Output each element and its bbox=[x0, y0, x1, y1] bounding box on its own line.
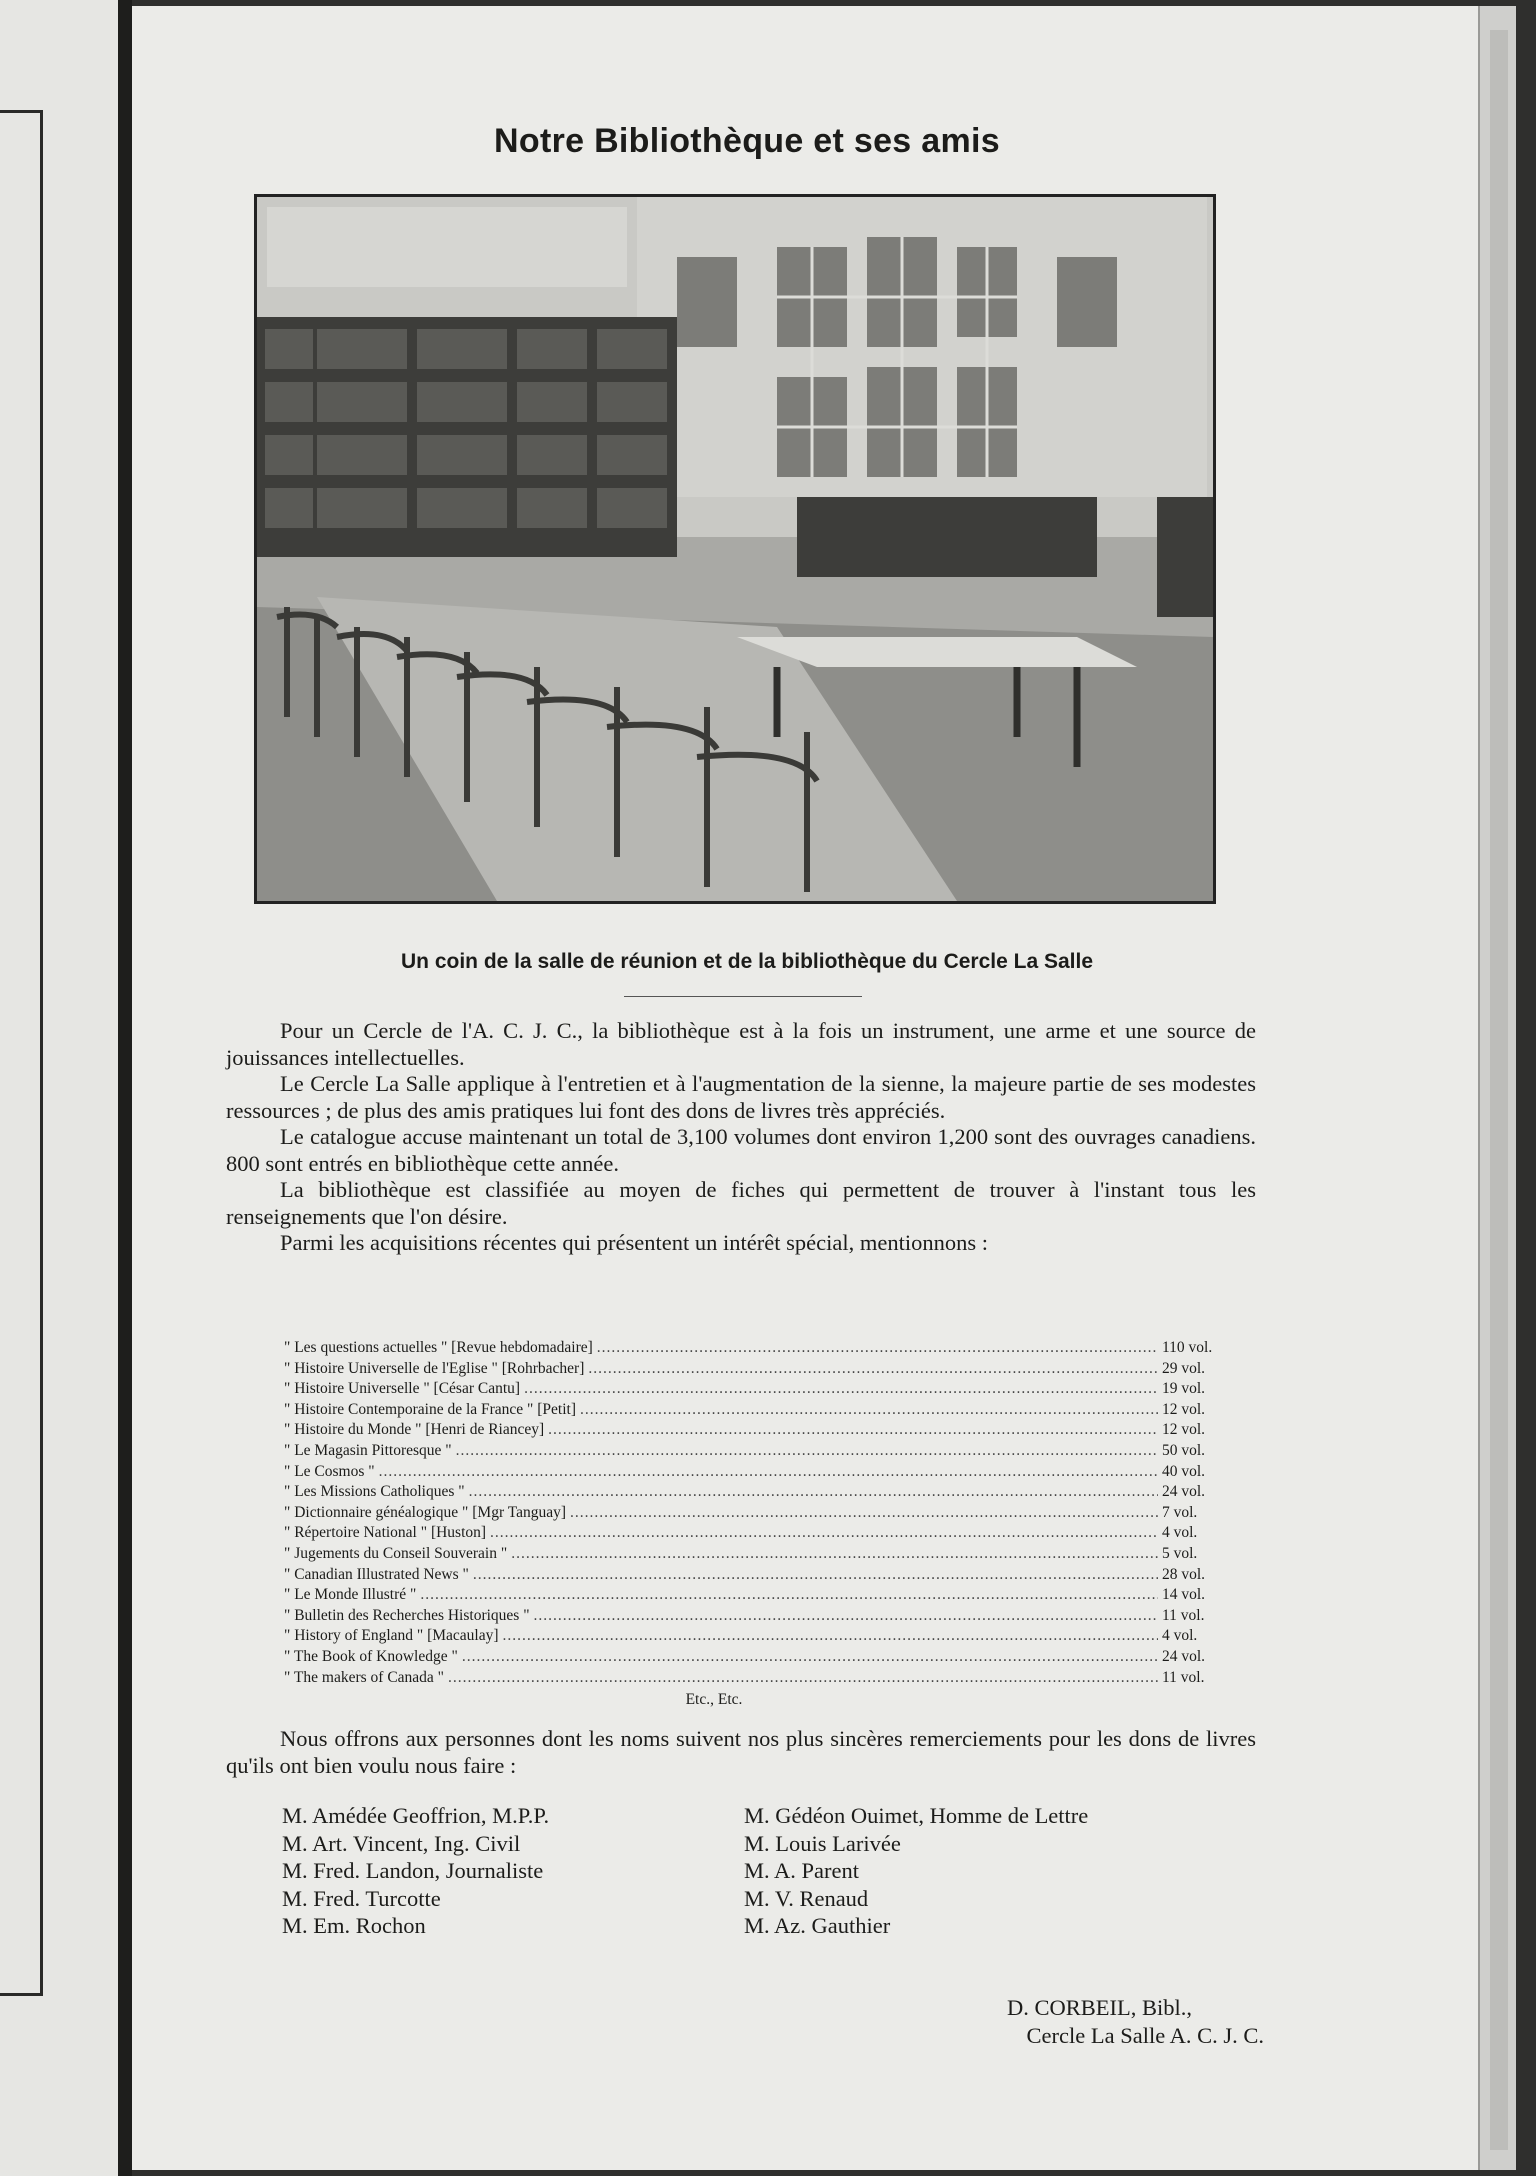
list-item bbox=[284, 1482, 1224, 1503]
intro-text bbox=[226, 1018, 1256, 1257]
leader-dots bbox=[456, 1441, 1158, 1462]
list-item bbox=[284, 1523, 1224, 1544]
acquisition-title: " Jugements du Conseil Souverain " bbox=[284, 1544, 508, 1562]
donors-column-right bbox=[744, 1802, 1088, 1940]
paragraph: La bibliothèque est classifiée au moyen de fiches qui permettent de trouver à l'instant tous les renseignements que l'on désire. bbox=[226, 1177, 1256, 1229]
leader-dots bbox=[462, 1647, 1158, 1668]
donor-name: M. Em. Rochon bbox=[282, 1913, 426, 1938]
acquisition-volumes: 5 vol. bbox=[1162, 1544, 1198, 1562]
signature-name: D. CORBEIL, Bibl., bbox=[1006, 1995, 1192, 2020]
library-photograph bbox=[254, 194, 1216, 904]
acquisition-title: " Répertoire National " [Huston] bbox=[284, 1524, 487, 1542]
leader-dots bbox=[511, 1544, 1158, 1565]
acquisition-title: " Canadian Illustrated News " bbox=[284, 1565, 469, 1583]
acquisitions-etc: Etc., Etc. bbox=[685, 1691, 743, 1709]
acquisition-volumes: 11 vol. bbox=[1162, 1606, 1205, 1624]
book-gutter bbox=[118, 0, 132, 2176]
list-item bbox=[284, 1626, 1224, 1647]
leader-dots bbox=[473, 1565, 1158, 1586]
list-item bbox=[284, 1668, 1224, 1689]
acquisition-title: " Histoire du Monde " [Henri de Riancey] bbox=[284, 1421, 545, 1439]
acquisition-volumes: 50 vol. bbox=[1162, 1441, 1206, 1459]
donor-name: M. A. Parent bbox=[744, 1858, 859, 1883]
leader-dots bbox=[448, 1668, 1158, 1689]
acquisition-volumes: 24 vol. bbox=[1162, 1647, 1206, 1665]
signature bbox=[132, 1994, 1264, 2050]
facing-page-edge bbox=[0, 0, 118, 2176]
acquisition-volumes: 19 vol. bbox=[1162, 1380, 1206, 1398]
acquisition-volumes: 110 vol. bbox=[1162, 1339, 1213, 1356]
facing-page-border bbox=[0, 110, 43, 1996]
leader-dots bbox=[597, 1338, 1158, 1359]
acquisition-title: " The makers of Canada " bbox=[284, 1668, 444, 1686]
acquisition-volumes: 29 vol. bbox=[1162, 1359, 1206, 1377]
list-item bbox=[284, 1544, 1224, 1565]
list-item bbox=[284, 1338, 1224, 1359]
donor-name: M. Louis Larivée bbox=[744, 1830, 901, 1856]
leader-dots bbox=[490, 1523, 1158, 1544]
list-item bbox=[284, 1647, 1224, 1668]
acquisition-title: " Le Magasin Pittoresque " bbox=[284, 1441, 452, 1459]
photo-caption: Un coin de la salle de réunion et de la bibliothèque du Cercle La Salle bbox=[401, 950, 1093, 973]
signature-organization: Cercle La Salle A. C. J. C. bbox=[1026, 2023, 1264, 2048]
paragraph: Pour un Cercle de l'A. C. J. C., la bibliothèque est à la fois un instrument, une arme et une source de jouissances intellectuelles. bbox=[226, 1018, 1256, 1070]
donor-name: M. Fred. Landon, Journaliste bbox=[282, 1858, 544, 1883]
library-photo-illustration bbox=[257, 197, 1213, 901]
acquisition-volumes: 12 vol. bbox=[1162, 1421, 1206, 1439]
acquisition-title: " Les questions actuelles " [Revue hebdomadaire] bbox=[284, 1339, 593, 1356]
donor-name: M. Fred. Turcotte bbox=[282, 1885, 441, 1911]
donor-name: M. Gédéon Ouimet, Homme de Lettre bbox=[744, 1803, 1089, 1828]
acquisition-volumes: 28 vol. bbox=[1162, 1565, 1206, 1583]
acquisition-title: " Bulletin des Recherches Historiques " bbox=[284, 1606, 530, 1624]
paragraph: Le Cercle La Salle applique à l'entretien et à l'augmentation de la sienne, la majeure partie de ses modestes ressources ; de plus des amis pratiques lui font des dons de livres très appréciés. bbox=[226, 1071, 1256, 1123]
caption-divider bbox=[624, 996, 862, 997]
page-title: Notre Bibliothèque et ses amis bbox=[494, 122, 1000, 160]
list-item bbox=[284, 1359, 1224, 1380]
page-stack-edge-inner bbox=[1490, 30, 1508, 2150]
donor-name: M. V. Renaud bbox=[744, 1885, 869, 1911]
leader-dots bbox=[503, 1626, 1158, 1647]
list-item bbox=[284, 1503, 1224, 1524]
acquisition-volumes: 4 vol. bbox=[1162, 1524, 1198, 1542]
leader-dots bbox=[469, 1482, 1158, 1503]
acquisition-volumes: 40 vol. bbox=[1162, 1462, 1206, 1480]
leader-dots bbox=[548, 1420, 1158, 1441]
acquisition-volumes: 11 vol. bbox=[1162, 1668, 1205, 1686]
leader-dots bbox=[379, 1462, 1158, 1483]
paragraph: Nous offrons aux personnes dont les noms suivent nos plus sincères remerciements pour les dons de livres qu'ils ont bien voulu nous faire : bbox=[226, 1726, 1256, 1778]
leader-dots bbox=[534, 1606, 1158, 1627]
list-item bbox=[284, 1585, 1224, 1606]
leader-dots bbox=[588, 1359, 1158, 1380]
leader-dots bbox=[570, 1503, 1158, 1524]
list-item bbox=[284, 1565, 1224, 1586]
list-item bbox=[284, 1420, 1224, 1441]
acquisition-title: " Histoire Universelle de l'Eglise " [Rohrbacher] bbox=[284, 1359, 585, 1377]
acquisition-title: " History of England " [Macaulay] bbox=[284, 1627, 499, 1645]
paragraph: Parmi les acquisitions récentes qui présentent un intérêt spécial, mentionnons : bbox=[280, 1230, 988, 1255]
donor-name: M. Art. Vincent, Ing. Civil bbox=[282, 1830, 521, 1856]
acquisition-title: " Histoire Universelle " [César Cantu] bbox=[284, 1380, 521, 1398]
acquisition-title: " Les Missions Catholiques " bbox=[284, 1483, 465, 1501]
list-item bbox=[284, 1462, 1224, 1483]
acquisition-volumes: 4 vol. bbox=[1162, 1627, 1198, 1645]
thanks-text bbox=[226, 1726, 1256, 1779]
leader-dots bbox=[580, 1400, 1158, 1421]
acquisition-volumes: 24 vol. bbox=[1162, 1483, 1206, 1501]
list-item bbox=[284, 1379, 1224, 1400]
acquisition-title: " Le Monde Illustré " bbox=[284, 1586, 417, 1604]
acquisition-volumes: 14 vol. bbox=[1162, 1586, 1206, 1604]
list-item bbox=[284, 1441, 1224, 1462]
acquisition-volumes: 7 vol. bbox=[1162, 1503, 1198, 1521]
donor-name: M. Az. Gauthier bbox=[744, 1913, 891, 1938]
acquisition-title: " Dictionnaire généalogique " [Mgr Tanguay] bbox=[284, 1503, 567, 1521]
donor-name: M. Amédée Geoffrion, M.P.P. bbox=[282, 1803, 550, 1828]
acquisitions-list bbox=[284, 1338, 1224, 1711]
leader-dots bbox=[420, 1585, 1158, 1606]
list-item bbox=[284, 1400, 1224, 1421]
acquisition-title: " Le Cosmos " bbox=[284, 1462, 375, 1480]
acquisition-title: " Histoire Contemporaine de la France " [Petit] bbox=[284, 1400, 577, 1418]
donors-column-left bbox=[282, 1802, 549, 1940]
paragraph: Le catalogue accuse maintenant un total de 3,100 volumes dont environ 1,200 sont des ouvrages canadiens. 800 sont entrés en bibliothèque cette année. bbox=[226, 1124, 1256, 1176]
acquisition-title: " The Book of Knowledge " bbox=[284, 1647, 458, 1665]
leader-dots bbox=[524, 1379, 1158, 1400]
acquisition-volumes: 12 vol. bbox=[1162, 1400, 1206, 1418]
document-page bbox=[132, 6, 1478, 2170]
list-item bbox=[284, 1606, 1224, 1627]
